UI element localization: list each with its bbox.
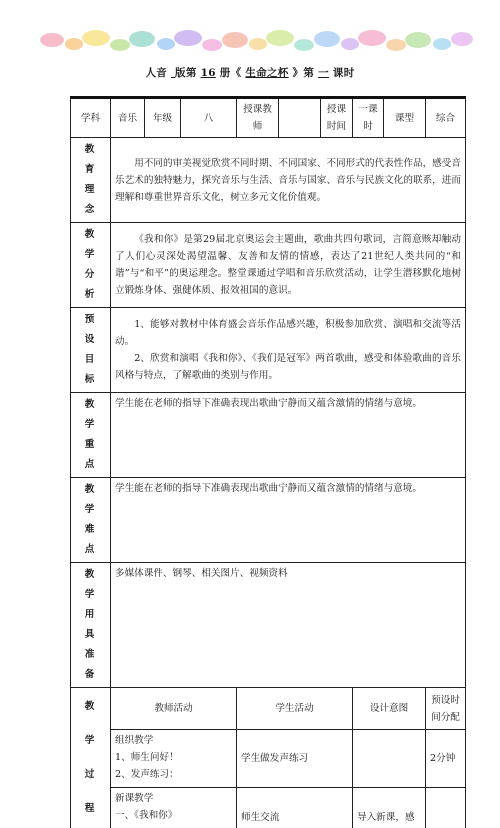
subject-label: 学科 — [71, 98, 111, 138]
teacher-line: 新课教学 — [115, 790, 232, 807]
goal-item-1: 1、能够对教材中体育盛会音乐作品感兴趣，积极参加欣赏、演唱和交流等活动。 — [115, 316, 461, 350]
decorative-bubble-banner — [0, 0, 500, 60]
student-activity-2: 师生交流 — [237, 788, 353, 828]
analysis-label: 教 学 分 析 — [71, 223, 111, 308]
process-label-cell — [71, 688, 111, 828]
difficulties-label: 教 学 难 点 — [71, 478, 111, 563]
grade-value: 八 — [181, 98, 237, 138]
philosophy-text: 用不同的审美视觉欣赏不同时期、不同国家、不同形式的代表性作品，感受音乐艺术的独特魅力，探究音乐与生活、音乐与国家、音乐与民族文化的联系，进而理解和尊重世界音乐文化，树立多元文化价值观。 — [111, 138, 466, 223]
philosophy-row — [71, 138, 466, 223]
title-lesson: 生命之杯 — [245, 67, 288, 79]
analysis-row — [71, 223, 466, 308]
teacher-line: 一、《我和你》 — [115, 807, 232, 824]
analysis-text: 《我和你》是第29届北京奥运会主题曲，歌曲共四句歌词，言简意赅却触动了人们心灵深处渴望温馨、友善和友情的情感，表达了21世纪人类共同的“和谐”与“和平”的奥运理念。整堂课通过学唱和音乐欣赏活动，让学生潜移默化地树立锻炼身体、强健体质、报效祖国的意识。 — [111, 223, 466, 308]
goals-cell — [111, 308, 466, 393]
goals-label: 预 设 目 标 — [71, 308, 111, 393]
process-row-1 — [71, 730, 466, 788]
grade-label: 年级 — [145, 98, 181, 138]
page-title — [0, 65, 500, 80]
tools-label: 教 学 用 具 准备 — [71, 563, 111, 688]
col-design-intent: 设计意图 — [353, 688, 426, 730]
goal-item-2: 2、欣赏和演唱《我和你》、《我们是冠军》两首歌曲，感受和体验歌曲的音乐风格与特点，了解歌曲的类别与作用。 — [115, 350, 461, 384]
design-intent-1 — [353, 730, 426, 788]
difficulties-row — [71, 478, 466, 563]
teacher-activity-2 — [111, 788, 237, 828]
title-period: 一 — [318, 67, 329, 79]
tools-text: 多媒体课件、钢琴、相关图片、视频资料 — [111, 563, 466, 688]
col-teacher-activity: 教师活动 — [111, 688, 237, 730]
time-allocation-1: 2分钟 — [426, 730, 466, 788]
teacher-line: 1、师生问好！ — [115, 749, 232, 766]
tools-row — [71, 563, 466, 688]
difficulties-text: 学生能在老师的指导下准确表现出歌曲宁静而又蕴含激情的情绪与意境。 — [111, 478, 466, 563]
key-points-label: 教 学 重 点 — [71, 393, 111, 478]
teacher-label: 授课教师 — [237, 98, 279, 138]
title-volume: 16 — [201, 67, 216, 79]
time-value: 一课时 — [353, 98, 384, 138]
teacher-value — [279, 98, 321, 138]
student-activity-1: 学生做发声练习 — [237, 730, 353, 788]
process-header-row — [71, 688, 466, 730]
process-row-2 — [71, 788, 466, 828]
subject-value: 音乐 — [111, 98, 145, 138]
type-label: 课型 — [384, 98, 426, 138]
time-label: 授课时间 — [321, 98, 353, 138]
goals-row — [71, 308, 466, 393]
title-part5: 课时 — [333, 67, 355, 79]
col-time-allocation: 预设时间分配 — [426, 688, 466, 730]
key-points-row — [71, 393, 466, 478]
philosophy-label: 教 育 理 念 — [71, 138, 111, 223]
title-part2: 版第 — [175, 67, 197, 79]
teacher-line: 组织教学 — [115, 732, 232, 749]
teacher-line: 2、发声练习： — [115, 766, 232, 783]
header-row — [71, 98, 466, 138]
time-allocation-2 — [426, 788, 466, 828]
type-value: 综合 — [426, 98, 466, 138]
title-part4: 》第 — [293, 67, 315, 79]
title-prefix: 人音 — [145, 67, 167, 79]
title-part3: 册《 — [220, 67, 242, 79]
design-intent-2: 导入新课，感 — [353, 788, 426, 828]
lesson-plan-table — [70, 96, 466, 828]
col-student-activity: 学生活动 — [237, 688, 353, 730]
teacher-activity-1 — [111, 730, 237, 788]
key-points-text: 学生能在老师的指导下准确表现出歌曲宁静而又蕴含激情的情绪与意境。 — [111, 393, 466, 478]
process-label: 教 学 过 程 — [79, 690, 106, 826]
